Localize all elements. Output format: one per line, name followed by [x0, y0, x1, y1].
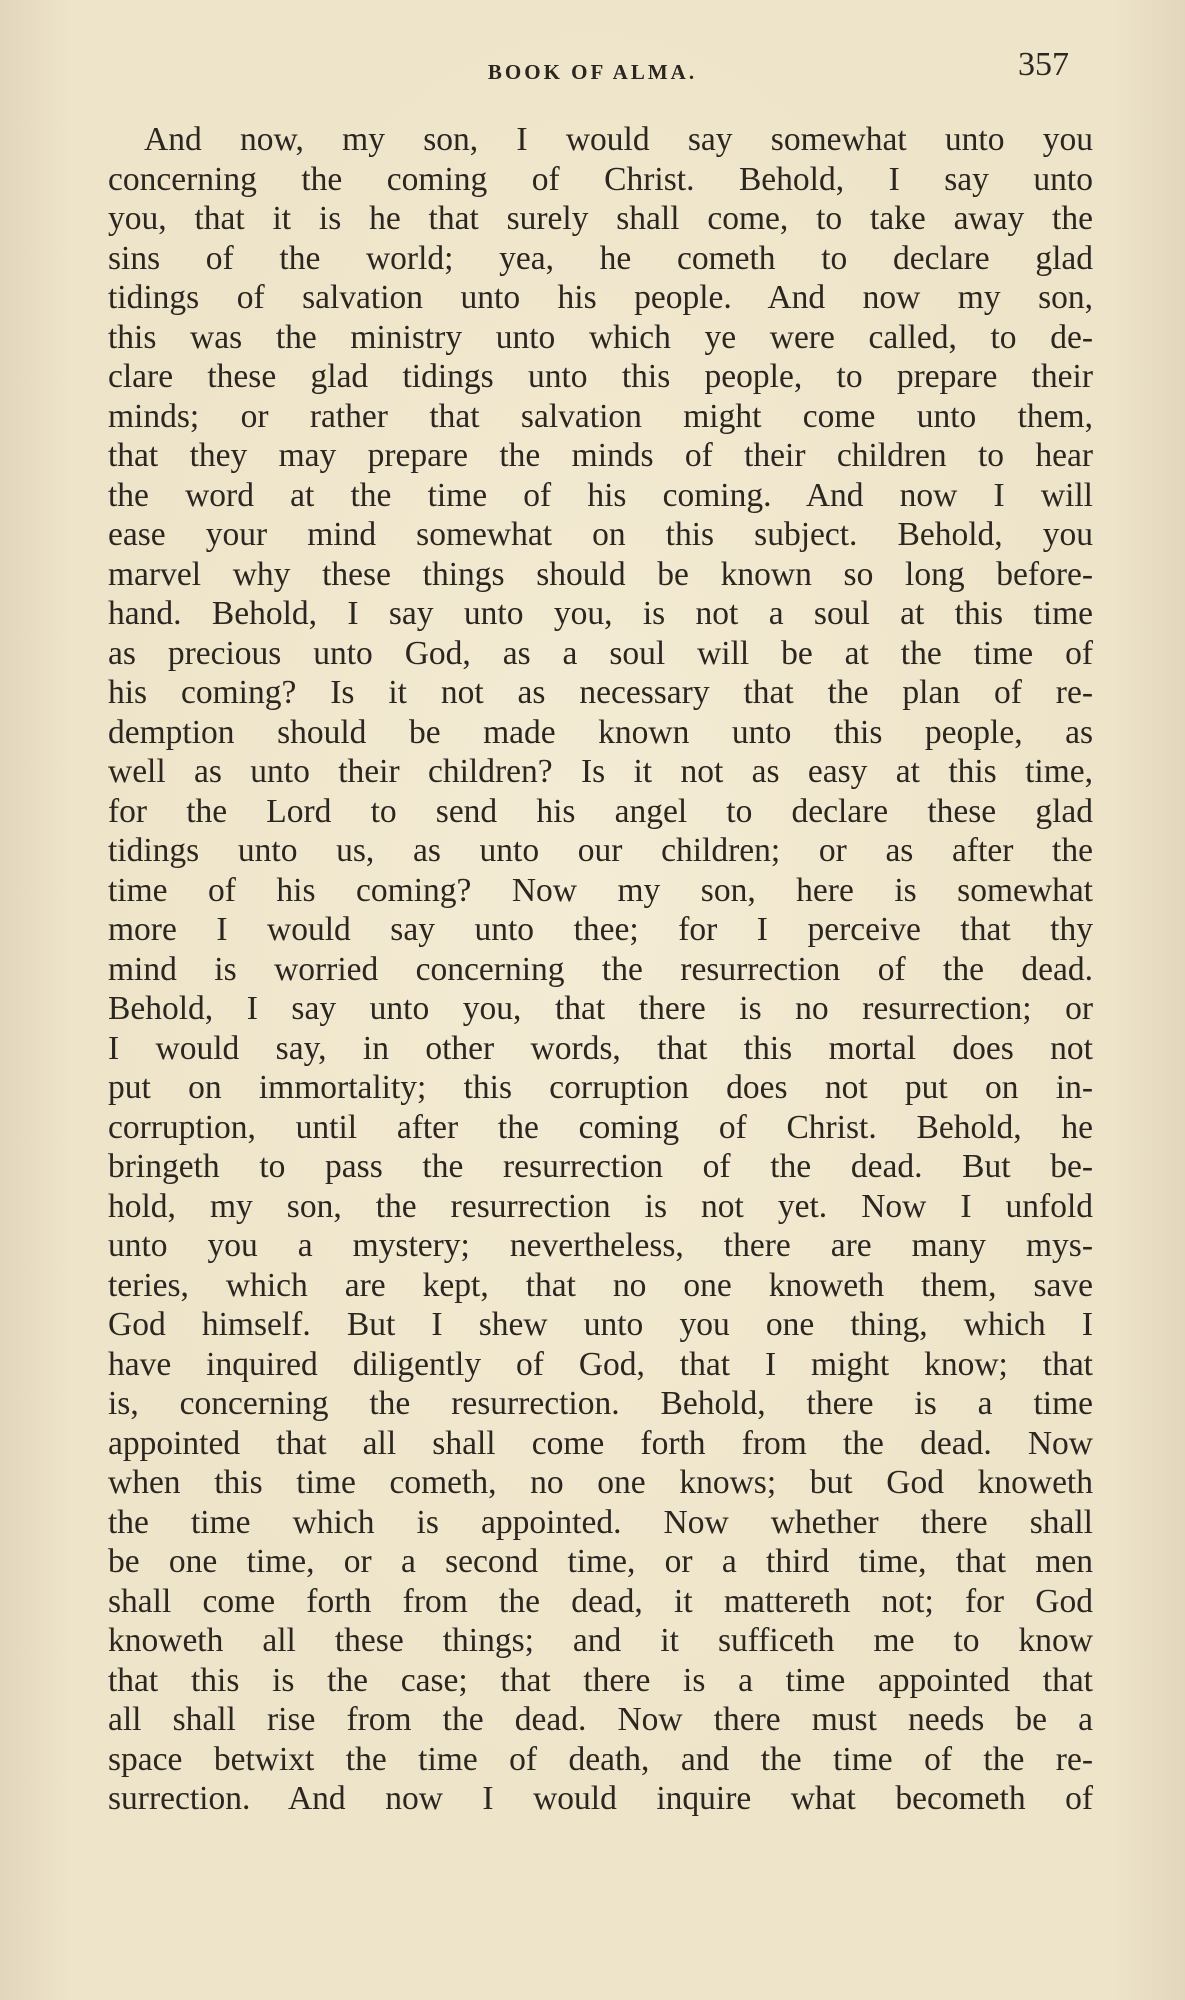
- text-line: knoweth all these things; and it sufficeth me to know: [108, 1622, 1093, 1659]
- text-line: hold, my son, the resurrection is not yet. Now I unfold: [108, 1187, 1093, 1225]
- text-line: that this is the case; that there is a time appointed that: [108, 1661, 1093, 1699]
- text-line: God himself. But I shew unto you one thing, which I: [108, 1306, 1093, 1343]
- text-line: minds; or rather that salvation might come unto them,: [108, 397, 1093, 435]
- text-line: mind is worried concerning the resurrection of the dead.: [108, 950, 1093, 988]
- text-line: more I would say unto thee; for I perceive that thy: [108, 911, 1093, 948]
- text-line: space betwixt the time of death, and the time of the re-: [108, 1740, 1093, 1778]
- text-line: hand. Behold, I say unto you, is not a soul at this time: [108, 595, 1093, 632]
- text-line: this was the ministry unto which ye were called, to de-: [108, 318, 1093, 356]
- text-line: well as unto their children? Is it not as easy at this time,: [108, 753, 1093, 790]
- text-line: teries, which are kept, that no one knoweth them, save: [108, 1266, 1093, 1304]
- text-line: be one time, or a second time, or a third time, that men: [108, 1543, 1093, 1580]
- body-text: [108, 120, 1093, 1819]
- text-line: I would say, in other words, that this mortal does not: [108, 1029, 1093, 1067]
- text-line: that they may prepare the minds of their children to hear: [108, 437, 1093, 474]
- text-line: And now, my son, I would say somewhat unto you: [144, 121, 1093, 158]
- text-line: marvel why these things should be known so long before-: [108, 555, 1093, 593]
- text-line: demption should be made known unto this people, as: [108, 713, 1093, 751]
- text-line: concerning the coming of Christ. Behold, I say unto: [108, 160, 1093, 198]
- running-head-title: BOOK OF ALMA.: [487, 60, 698, 84]
- text-line: tidings unto us, as unto our children; or as after the: [108, 832, 1093, 869]
- text-line: all shall rise from the dead. Now there must needs be a: [108, 1701, 1093, 1738]
- text-line: his coming? Is it not as necessary that the plan of re-: [108, 674, 1093, 711]
- text-line: is, concerning the resurrection. Behold, there is a time: [108, 1385, 1093, 1422]
- text-line: sins of the world; yea, he cometh to declare glad: [108, 239, 1093, 277]
- text-line: the time which is appointed. Now whether there shall: [108, 1503, 1093, 1541]
- text-line: surrection. And now I would inquire what becometh of: [108, 1780, 1093, 1817]
- text-line: shall come forth from the dead, it mattereth not; for God: [108, 1582, 1093, 1620]
- text-line: time of his coming? Now my son, here is somewhat: [108, 871, 1093, 909]
- text-line: ease your mind somewhat on this subject. Behold, you: [108, 516, 1093, 553]
- text-line: have inquired diligently of God, that I might know; that: [108, 1345, 1093, 1383]
- text-line: when this time cometh, no one knows; but God knoweth: [108, 1464, 1093, 1501]
- text-line: as precious unto God, as a soul will be at the time of: [108, 634, 1093, 672]
- running-head: [0, 44, 1185, 84]
- text-line: the word at the time of his coming. And now I will: [108, 476, 1093, 514]
- text-line: put on immortality; this corruption does not put on in-: [108, 1069, 1093, 1106]
- text-line: unto you a mystery; nevertheless, there are many mys-: [108, 1227, 1093, 1264]
- text-line: tidings of salvation unto his people. And now my son,: [108, 279, 1093, 316]
- page-number: 357: [1018, 46, 1069, 83]
- text-line: appointed that all shall come forth from the dead. Now: [108, 1424, 1093, 1462]
- text-line: for the Lord to send his angel to declare these glad: [108, 792, 1093, 830]
- text-line: you, that it is he that surely shall come, to take away the: [108, 200, 1093, 237]
- text-line: bringeth to pass the resurrection of the dead. But be-: [108, 1148, 1093, 1185]
- text-line: clare these glad tidings unto this people, to prepare their: [108, 358, 1093, 395]
- text-line: corruption, until after the coming of Christ. Behold, he: [108, 1108, 1093, 1146]
- text-line: Behold, I say unto you, that there is no resurrection; or: [108, 990, 1093, 1027]
